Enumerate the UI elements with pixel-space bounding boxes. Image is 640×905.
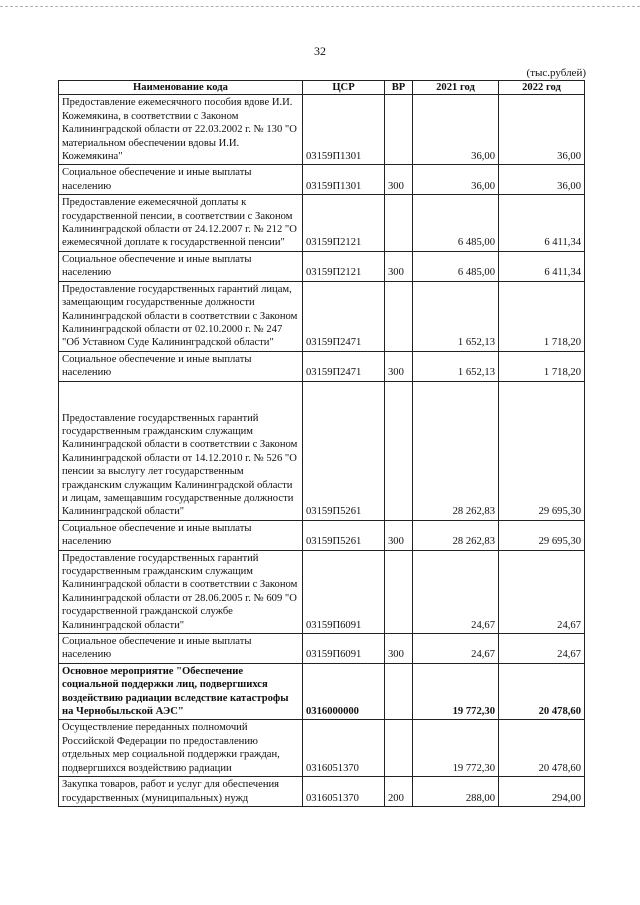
- row-name: Социальное обеспечение и иные выплаты населению: [59, 351, 303, 381]
- row-name: Социальное обеспечение и иные выплаты населению: [59, 165, 303, 195]
- row-value-2022: 20 478,60: [499, 720, 585, 777]
- row-value-2022: 24,67: [499, 550, 585, 633]
- table-row: [59, 281, 585, 351]
- header-name: Наименование кода: [59, 81, 303, 95]
- row-value-2021: 288,00: [413, 777, 499, 807]
- row-csr: 03159П2471: [303, 351, 385, 381]
- table-row: [59, 351, 585, 381]
- row-value-2022: 6 411,34: [499, 195, 585, 252]
- row-value-2021: 1 652,13: [413, 281, 499, 351]
- table-row: [59, 381, 585, 520]
- row-csr: 03159П6091: [303, 550, 385, 633]
- units-label: (тыс.рублей): [526, 67, 586, 79]
- table-row: [59, 634, 585, 664]
- table-row: [59, 777, 585, 807]
- row-value-2021: 6 485,00: [413, 195, 499, 252]
- row-name: Предоставление ежемесячного пособия вдове И.И. Кожемякина, в соответствии с Законом Калининградской области от 22.03.2002 г. № 130 "О материальном обеспечении вдовы И.И. Кожемякина": [59, 95, 303, 165]
- row-name: Предоставление государственных гарантий государственным гражданским служащим Калининградской области в соответствии с Законом Калининградской области от 14.12.2010 г. № 526 "О пенсии за выслугу лет государственным гражданским служащим Калининградской области и лицам, замещавшим государственные должности Калининградской области": [59, 381, 303, 520]
- table-row: [59, 720, 585, 777]
- row-csr: 03159П2121: [303, 251, 385, 281]
- row-csr: 03159П5261: [303, 381, 385, 520]
- row-vr: 200: [385, 777, 413, 807]
- row-vr: [385, 195, 413, 252]
- table-row: [59, 251, 585, 281]
- table-row: [59, 95, 585, 165]
- header-vr: ВР: [385, 81, 413, 95]
- table-row: [59, 520, 585, 550]
- row-value-2021: 19 772,30: [413, 663, 499, 720]
- table-row: [59, 195, 585, 252]
- row-value-2021: 36,00: [413, 95, 499, 165]
- row-name: Предоставление государственных гарантий лицам, замещающим государственные должности Калининградской области в соответствии с Законом Калининградской области от 02.10.2000 г. № 247 "Об Уставном Суде Калининградской области": [59, 281, 303, 351]
- row-name: Предоставление государственных гарантий государственным гражданским служащим Калининградской области в соответствии с Законом Калининградской области от 28.06.2005 г. № 609 "О государственной гражданской службе Калининградской области": [59, 550, 303, 633]
- row-value-2022: 36,00: [499, 165, 585, 195]
- row-vr: [385, 381, 413, 520]
- row-vr: 300: [385, 520, 413, 550]
- row-value-2021: 24,67: [413, 634, 499, 664]
- table-row: [59, 663, 585, 720]
- row-value-2021: 1 652,13: [413, 351, 499, 381]
- header-2021: 2021 год: [413, 81, 499, 95]
- row-vr: 300: [385, 251, 413, 281]
- page-number: 32: [314, 44, 326, 58]
- header-csr: ЦСР: [303, 81, 385, 95]
- row-name: Осуществление переданных полномочий Российской Федерации по предоставлению отдельных мер социальной поддержки граждан, подвергшихся воздействию радиации: [59, 720, 303, 777]
- row-vr: [385, 281, 413, 351]
- header-2022: 2022 год: [499, 81, 585, 95]
- row-value-2022: 36,00: [499, 95, 585, 165]
- row-name: Социальное обеспечение и иные выплаты населению: [59, 251, 303, 281]
- row-value-2022: 20 478,60: [499, 663, 585, 720]
- row-vr: [385, 550, 413, 633]
- table-row: [59, 550, 585, 633]
- row-value-2022: 29 695,30: [499, 520, 585, 550]
- table-body: [59, 95, 585, 807]
- budget-table: [58, 80, 585, 807]
- row-vr: [385, 95, 413, 165]
- row-value-2022: 29 695,30: [499, 381, 585, 520]
- table-row: [59, 165, 585, 195]
- row-value-2022: 1 718,20: [499, 351, 585, 381]
- row-value-2021: 6 485,00: [413, 251, 499, 281]
- row-name: Предоставление ежемесячной доплаты к государственной пенсии, в соответствии с Законом Калининградской области от 24.12.2007 г. № 212 "О ежемесячной доплате к государственной пенсии": [59, 195, 303, 252]
- row-vr: 300: [385, 634, 413, 664]
- row-value-2022: 24,67: [499, 634, 585, 664]
- row-vr: [385, 663, 413, 720]
- table-header-row: [59, 81, 585, 95]
- row-value-2022: 1 718,20: [499, 281, 585, 351]
- row-name: Социальное обеспечение и иные выплаты населению: [59, 520, 303, 550]
- row-csr: 03159П2121: [303, 195, 385, 252]
- row-csr: 03159П1301: [303, 95, 385, 165]
- row-name: Закупка товаров, работ и услуг для обеспечения государственных (муниципальных) нужд: [59, 777, 303, 807]
- row-value-2022: 294,00: [499, 777, 585, 807]
- row-value-2021: 19 772,30: [413, 720, 499, 777]
- row-value-2021: 28 262,83: [413, 381, 499, 520]
- row-csr: 03159П5261: [303, 520, 385, 550]
- row-value-2022: 6 411,34: [499, 251, 585, 281]
- row-value-2021: 24,67: [413, 550, 499, 633]
- row-value-2021: 28 262,83: [413, 520, 499, 550]
- row-csr: 03159П2471: [303, 281, 385, 351]
- row-name: Основное мероприятие "Обеспечение социальной поддержки лиц, подвергшихся воздействию радиации вследствие катастрофы на Чернобыльской АЭС": [59, 663, 303, 720]
- page-top-edge: [0, 6, 640, 7]
- row-csr: 0316051370: [303, 720, 385, 777]
- row-vr: 300: [385, 165, 413, 195]
- row-vr: 300: [385, 351, 413, 381]
- row-value-2021: 36,00: [413, 165, 499, 195]
- row-csr: 03159П6091: [303, 634, 385, 664]
- row-name: Социальное обеспечение и иные выплаты населению: [59, 634, 303, 664]
- row-csr: 0316051370: [303, 777, 385, 807]
- row-csr: 0316000000: [303, 663, 385, 720]
- row-csr: 03159П1301: [303, 165, 385, 195]
- row-vr: [385, 720, 413, 777]
